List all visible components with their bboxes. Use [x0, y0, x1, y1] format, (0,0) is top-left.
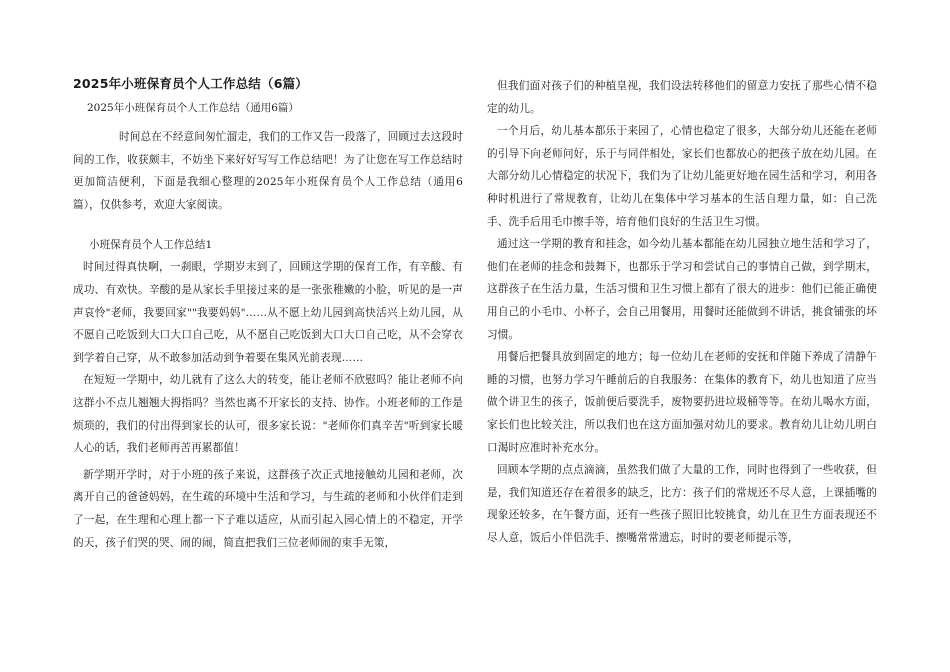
- body-paragraph: 通过这一学期的教育和挂念，如今幼儿基本都能在幼儿园独立地生活和学习了，他们在老师的挂念和鼓舞下，也都乐于学习和尝试自己的事情自己做，到学期末，这群孩子在生活力量，生活习惯和卫生习惯上都有了很大的进步：他们已能正确使用自己的小毛巾、小杯子，会自己用餐用，用餐时还能做到不讲话，挑食铺张的坏习惯。: [487, 238, 877, 341]
- body-paragraph: 但我们面对孩子们的种植皇视，我们设法转移他们的留意力安抚了那些心情不稳定的幼儿。: [487, 80, 877, 115]
- right-column: [487, 75, 877, 549]
- document-subtitle: 2025年小班保育员个人工作总结（通用6篇）: [87, 102, 299, 114]
- body-paragraph: 时间过得真快啊，一刹眼，学期岁末到了，回顾这学期的保育工作，有辛酸、有成功、有欢快。辛酸的是从家长手里接过来的是一张张稚嫩的小脸，听见的是一声声哀怜"老师，我要回家""我要妈妈"……从不愿上幼儿园到高快活兴上幼儿园，从不愿自己吃饭到大口大口自己吃，从不愿自己吃饭到大口大口自己吃，从不会穿衣到学着自己穿，从不敢参加活动到争着要在集风光前表现……: [73, 261, 463, 364]
- body-paragraph: 新学期开学时，对于小班的孩子来说，这群孩子次正式地接触幼儿园和老师，次离开自己的爸爸妈妈，在生疏的环境中生活和学习，与生疏的老师和小伙伴们走到了一起，在生理和心理上都一下子难以适应，从而引起入园心情上的不稳定，开学的天，孩子们哭的哭、闹的闹，简直把我们三位老师闹的束手无策，: [73, 468, 463, 549]
- body-paragraph: 回顾本学期的点点滴滴，虽然我们做了大量的工作，同时也得到了一些收获，但是，我们知道还存在着很多的缺乏，比方：孩子们的常规还不尽人意，上课插嘴的现象还较多，在午餐方面，还有一些孩子照旧比较挑食，幼儿在卫生方面表现还不尽人意，饭后小伴侣洗手、擦嘴常常遗忘，时时的要老师提示等，: [487, 464, 877, 544]
- section-heading: 小班保育员个人工作总结1: [89, 239, 213, 252]
- body-paragraph: 在短短一学期中，幼儿就有了这么大的转变，能让老师不欣慰吗？能让老师不向这群小不点儿翘翘大拇指吗？当然也离不开家长的支持、协作。小班老师的工作是烦琐的，我们的付出得到家长的认可，很多家长说："老师你们真辛苦"听到家长暖人心的话，我们老师再苦再累都值！: [73, 374, 463, 455]
- left-column: [73, 75, 463, 554]
- body-paragraph: 用餐后把餐具放到固定的地方；每一位幼儿在老师的安抚和伴随下养成了清静午睡的习惯，也努力学习午睡前后的自我服务：在集体的教育下，幼儿也知道了应当做个讲卫生的孩子，饭前便后要洗手，废物要扔进垃圾桶等等。在幼儿喝水方面，家长们也比较关注，所以我们也在这方面加强对幼儿的要求。教育幼儿让幼儿明白口渴时应准时补充水分。: [487, 351, 877, 454]
- intro-paragraph: 时间总在不经意间匆忙溜走，我们的工作又告一段落了，回顾过去这段时间的工作，收获颇丰，不妨坐下来好好写写工作总结吧！为了让您在写工作总结时更加简洁便利，下面是我细心整理的2025年小班保育员个人工作总结（通用6篇），仅供参考，欢迎大家阅读。: [73, 131, 463, 211]
- document-title: 2025年小班保育员个人工作总结（6篇）: [73, 76, 308, 91]
- body-paragraph: 一个月后，幼儿基本都乐于来园了，心情也稳定了很多，大部分幼儿还能在老师的引导下向老师问好，乐于与同伴相处，家长们也都放心的把孩子放在幼儿园。在大部分幼儿心情稳定的状况下，我们为了让幼儿能更好地在园生活和学习，利用各种时机进行了常规教育，让幼儿在集体中学习基本的生活自理力量，如：自己洗手、洗手后用毛巾擦手等，培育他们良好的生活卫生习惯。: [487, 125, 877, 228]
